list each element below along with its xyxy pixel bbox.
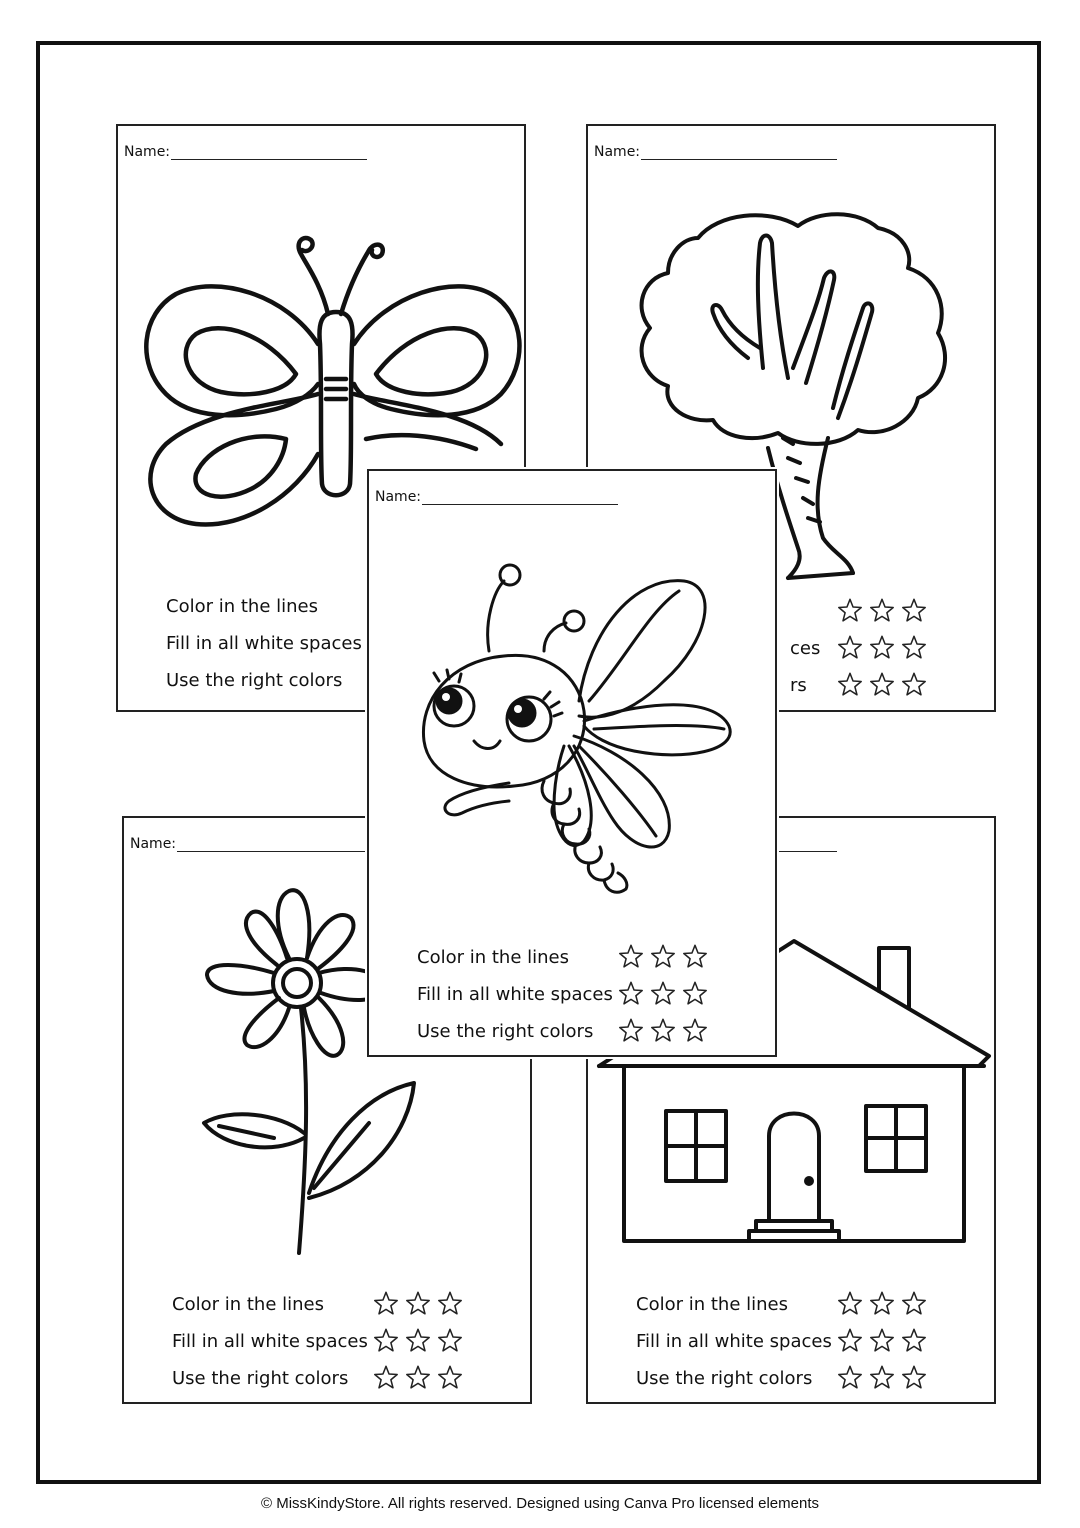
star-icon[interactable] — [681, 1017, 709, 1045]
star-icon[interactable] — [436, 1327, 464, 1355]
star-icon[interactable] — [681, 943, 709, 971]
star-icon[interactable] — [868, 1290, 896, 1318]
name-field — [124, 144, 367, 160]
rubric-row — [636, 1294, 788, 1315]
rating-stars — [836, 1327, 932, 1355]
rubric-label: Fill in all white spaces — [636, 1331, 832, 1352]
rubric-row — [166, 596, 318, 617]
rating-stars — [836, 1290, 932, 1318]
star-icon[interactable] — [372, 1327, 400, 1355]
star-icon[interactable] — [649, 980, 677, 1008]
rubric-label: Color in the lines — [172, 1294, 324, 1315]
star-icon[interactable] — [900, 1290, 928, 1318]
rubric-label: Use the right colors — [172, 1368, 349, 1389]
star-icon[interactable] — [649, 1017, 677, 1045]
star-icon[interactable] — [868, 1327, 896, 1355]
rubric-fragment-text: rs — [790, 675, 807, 696]
rubric-label: Color in the lines — [417, 947, 569, 968]
star-icon[interactable] — [617, 943, 645, 971]
star-icon[interactable] — [900, 1364, 928, 1392]
star-icon[interactable] — [868, 634, 896, 662]
rating-stars — [617, 943, 713, 971]
dragonfly-drawing — [394, 551, 754, 911]
star-icon[interactable] — [836, 671, 864, 699]
rubric-row — [636, 1331, 832, 1352]
rating-stars — [617, 980, 713, 1008]
rubric-label: Color in the lines — [166, 596, 318, 617]
star-icon[interactable] — [617, 980, 645, 1008]
rating-stars — [836, 671, 932, 699]
star-icon[interactable] — [868, 671, 896, 699]
name-line — [177, 837, 373, 852]
star-icon[interactable] — [836, 1364, 864, 1392]
star-icon[interactable] — [404, 1290, 432, 1318]
rating-stars — [372, 1327, 468, 1355]
star-icon[interactable] — [836, 597, 864, 625]
rubric-row — [172, 1294, 324, 1315]
star-icon[interactable] — [372, 1290, 400, 1318]
star-icon[interactable] — [868, 1364, 896, 1392]
star-icon[interactable] — [681, 980, 709, 1008]
name-label: Name: — [124, 144, 171, 160]
rubric-label: Fill in all white spaces — [166, 633, 362, 654]
rubric-fragment — [790, 675, 807, 696]
rubric-label: Use the right colors — [166, 670, 343, 691]
rubric-row — [417, 984, 613, 1005]
star-icon[interactable] — [404, 1364, 432, 1392]
star-icon[interactable] — [436, 1364, 464, 1392]
name-field — [130, 836, 373, 852]
star-icon[interactable] — [617, 1017, 645, 1045]
rubric-row — [166, 633, 362, 654]
rubric-row — [417, 947, 569, 968]
rubric-label: Fill in all white spaces — [172, 1331, 368, 1352]
rubric-row — [636, 1368, 812, 1389]
star-icon[interactable] — [404, 1327, 432, 1355]
name-label: Name: — [375, 489, 422, 505]
star-icon[interactable] — [836, 634, 864, 662]
star-icon[interactable] — [900, 671, 928, 699]
rubric-label: Color in the lines — [636, 1294, 788, 1315]
rubric-label: Use the right colors — [417, 1021, 594, 1042]
rating-stars — [836, 1364, 932, 1392]
star-icon[interactable] — [436, 1290, 464, 1318]
rating-stars — [617, 1017, 713, 1045]
name-label: Name: — [594, 144, 641, 160]
name-line — [422, 490, 618, 505]
rubric-label: Fill in all white spaces — [417, 984, 613, 1005]
star-icon[interactable] — [900, 597, 928, 625]
rubric-row — [166, 670, 342, 691]
rubric-row — [172, 1331, 368, 1352]
rubric-label: Use the right colors — [636, 1368, 813, 1389]
star-icon[interactable] — [900, 634, 928, 662]
worksheet-dragonfly — [367, 469, 777, 1057]
star-icon[interactable] — [836, 1327, 864, 1355]
rubric-row — [417, 1021, 593, 1042]
rubric-row — [172, 1368, 348, 1389]
star-icon[interactable] — [649, 943, 677, 971]
name-label: Name: — [130, 836, 177, 852]
name-line — [171, 145, 367, 160]
name-field — [375, 489, 618, 505]
rating-stars — [372, 1290, 468, 1318]
name-field — [594, 144, 837, 160]
rubric-fragment — [790, 638, 820, 659]
star-icon[interactable] — [900, 1327, 928, 1355]
rubric-fragment-text: ces — [790, 638, 821, 659]
copyright-footer: © MissKindyStore. All rights reserved. Designed using Canva Pro licensed elements — [261, 1495, 819, 1512]
rating-stars — [836, 634, 932, 662]
star-icon[interactable] — [868, 597, 896, 625]
rating-stars — [836, 597, 932, 625]
star-icon[interactable] — [372, 1364, 400, 1392]
name-line — [641, 145, 837, 160]
rating-stars — [372, 1364, 468, 1392]
star-icon[interactable] — [836, 1290, 864, 1318]
